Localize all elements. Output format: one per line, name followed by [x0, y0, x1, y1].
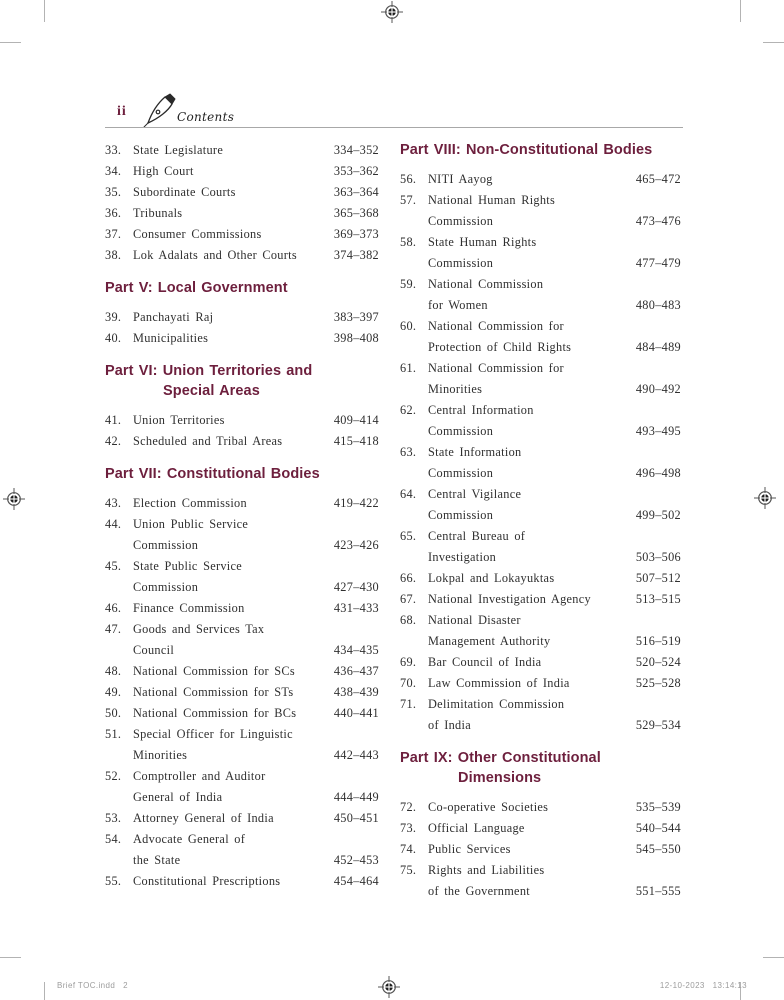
entry-pages: 499–502	[635, 508, 681, 522]
entry-number: 34.	[105, 164, 122, 178]
entry-title-line: National Commission	[428, 277, 544, 291]
crop-mark	[0, 42, 21, 43]
toc-entry	[105, 431, 379, 452]
entry-title-line: Commission	[428, 466, 494, 480]
entry-number: 58.	[400, 235, 417, 249]
entry-pages: 431–433	[333, 601, 379, 615]
part-heading	[400, 140, 681, 160]
entry-title-line: State Legislature	[133, 143, 224, 157]
part-heading	[105, 464, 379, 484]
entry-number: 67.	[400, 592, 417, 606]
part-heading	[400, 748, 681, 788]
entry-pages: 484–489	[635, 340, 681, 354]
entry-title	[428, 274, 632, 316]
entry-pages: 450–451	[333, 811, 379, 825]
toc-entry	[400, 169, 681, 190]
entry-title	[428, 526, 632, 568]
toc-entry	[105, 871, 379, 892]
entry-pages: 419–422	[333, 496, 379, 510]
part-heading-line: Part VI: Union Territories and	[105, 363, 313, 379]
toc-entry	[400, 839, 681, 860]
entry-number: 39.	[105, 310, 122, 324]
toc-entry	[105, 203, 379, 224]
crop-mark	[763, 957, 784, 958]
entry-title-line: National Commission for	[428, 319, 564, 333]
entry-number: 33.	[105, 143, 122, 157]
entry-title	[133, 619, 330, 661]
entry-title-line: National Commission for	[428, 361, 564, 375]
entry-title-line: Central Vigilance	[428, 487, 522, 501]
footer-filename: Brief TOC.indd 2	[57, 981, 128, 990]
entry-title-line: Management Authority	[428, 634, 551, 648]
entry-number: 75.	[400, 863, 417, 877]
entry-title-line: Investigation	[428, 550, 497, 564]
entry-title-line: Comptroller and Auditor	[133, 769, 266, 783]
entry-title	[428, 860, 632, 902]
toc-entry	[105, 514, 379, 556]
entry-title-line: Goods and Services Tax	[133, 622, 265, 636]
entry-title-line: Central Bureau of	[428, 529, 526, 543]
entry-title-line: Law Commission of India	[428, 676, 570, 690]
toc-entry	[400, 568, 681, 589]
entry-title-line: State Information	[428, 445, 522, 459]
toc-entry	[105, 307, 379, 328]
entry-pages: 409–414	[333, 413, 379, 427]
entry-title	[428, 589, 632, 610]
toc-column-right	[400, 140, 681, 902]
entry-title	[133, 245, 330, 266]
toc-entry	[105, 493, 379, 514]
registration-mark-icon	[378, 976, 400, 998]
entry-title-line: Commission	[133, 580, 199, 594]
entry-title-line: Official Language	[428, 821, 525, 835]
entry-title-line: Bar Council of India	[428, 655, 542, 669]
toc-entry	[400, 400, 681, 442]
entry-title	[133, 808, 330, 829]
entry-number: 69.	[400, 655, 417, 669]
entry-title	[133, 766, 330, 808]
entry-pages: 496–498	[635, 466, 681, 480]
entry-title-line: Lok Adalats and Other Courts	[133, 248, 297, 262]
entry-number: 51.	[105, 727, 122, 741]
entry-title	[428, 839, 632, 860]
entry-pages: 363–364	[333, 185, 379, 199]
entry-title-line: Special Officer for Linguistic	[133, 727, 293, 741]
entry-title-line: Subordinate Courts	[133, 185, 236, 199]
entry-title-line: Minorities	[133, 748, 188, 762]
entry-title-line: Commission	[133, 538, 199, 552]
toc-column-left	[105, 140, 379, 892]
entry-title	[428, 232, 632, 274]
pen-icon	[141, 92, 181, 128]
entry-title	[133, 410, 330, 431]
entry-title	[133, 307, 330, 328]
crop-mark	[44, 982, 45, 1000]
entry-title-line: Co-operative Societies	[428, 800, 549, 814]
entry-title-line: Consumer Commissions	[133, 227, 262, 241]
entry-number: 63.	[400, 445, 417, 459]
entry-pages: 529–534	[635, 718, 681, 732]
entry-number: 44.	[105, 517, 122, 531]
part-heading-line: Part V: Local Government	[105, 280, 288, 296]
entry-title-line: Election Commission	[133, 496, 247, 510]
entry-pages: 374–382	[333, 248, 379, 262]
entry-title	[133, 140, 330, 161]
entry-number: 55.	[105, 874, 122, 888]
entry-title-line: Tribunals	[133, 206, 183, 220]
entry-number: 64.	[400, 487, 417, 501]
entry-title-line: the State	[133, 853, 181, 867]
entry-pages: 513–515	[635, 592, 681, 606]
entry-number: 38.	[105, 248, 122, 262]
toc-entry	[400, 484, 681, 526]
entry-pages: 551–555	[635, 884, 681, 898]
entry-title	[133, 682, 330, 703]
entry-number: 36.	[105, 206, 122, 220]
entry-number: 57.	[400, 193, 417, 207]
entry-number: 56.	[400, 172, 417, 186]
entry-number: 45.	[105, 559, 122, 573]
toc-entry	[400, 589, 681, 610]
entry-title	[428, 400, 632, 442]
entry-title-line: Public Services	[428, 842, 511, 856]
entry-pages: 520–524	[635, 655, 681, 669]
part-heading	[105, 278, 379, 298]
entry-number: 35.	[105, 185, 122, 199]
crop-mark	[44, 0, 45, 22]
entry-pages: 493–495	[635, 424, 681, 438]
entry-title	[133, 703, 330, 724]
toc-entry	[105, 619, 379, 661]
entry-pages: 398–408	[333, 331, 379, 345]
entry-pages: 434–435	[333, 643, 379, 657]
toc-entry	[105, 140, 379, 161]
entry-number: 71.	[400, 697, 417, 711]
toc-entry	[105, 556, 379, 598]
entry-pages: 436–437	[333, 664, 379, 678]
entry-title	[133, 724, 330, 766]
entry-title-line: Rights and Liabilities	[428, 863, 545, 877]
entry-title-line: Commission	[428, 256, 494, 270]
entry-title-line: Minorities	[428, 382, 483, 396]
entry-title-line: Council	[133, 643, 175, 657]
entry-number: 61.	[400, 361, 417, 375]
part-heading-line: Part VIII: Non-Constitutional Bodies	[400, 142, 653, 158]
entry-title-line: National Commission for SCs	[133, 664, 296, 678]
entry-number: 68.	[400, 613, 417, 627]
entry-title	[133, 224, 330, 245]
entry-title	[133, 514, 330, 556]
part-heading	[105, 361, 379, 401]
entry-title	[428, 610, 632, 652]
entry-number: 62.	[400, 403, 417, 417]
entry-title-line: Commission	[428, 424, 494, 438]
part-heading-line: Part VII: Constitutional Bodies	[105, 466, 320, 482]
entry-title	[133, 829, 330, 871]
entry-title-line: State Human Rights	[428, 235, 537, 249]
entry-number: 48.	[105, 664, 122, 678]
entry-title	[133, 431, 330, 452]
page-folio: ii	[117, 104, 127, 119]
entry-title-line: State Public Service	[133, 559, 243, 573]
entry-number: 53.	[105, 811, 122, 825]
entry-title	[133, 493, 330, 514]
entry-pages: 490–492	[635, 382, 681, 396]
entry-pages: 507–512	[635, 571, 681, 585]
toc-entry	[105, 829, 379, 871]
toc-entry	[400, 673, 681, 694]
entry-title	[133, 182, 330, 203]
toc-entry	[400, 190, 681, 232]
entry-title-line: National Human Rights	[428, 193, 556, 207]
entry-pages: 516–519	[635, 634, 681, 648]
entry-title	[428, 818, 632, 839]
entry-pages: 415–418	[333, 434, 379, 448]
entry-title-line: Scheduled and Tribal Areas	[133, 434, 283, 448]
entry-pages: 477–479	[635, 256, 681, 270]
toc-entry	[400, 358, 681, 400]
entry-title	[133, 328, 330, 349]
entry-title-line: for Women	[428, 298, 488, 312]
header-title: Contents	[177, 110, 235, 124]
entry-pages: 444–449	[333, 790, 379, 804]
crop-mark	[763, 42, 784, 43]
footer-timestamp: 12-10-2023 13:14:13	[659, 981, 747, 990]
toc-entry	[105, 682, 379, 703]
entry-title	[133, 161, 330, 182]
entry-number: 43.	[105, 496, 122, 510]
toc-entry	[105, 661, 379, 682]
entry-pages: 503–506	[635, 550, 681, 564]
entry-title-line: National Investigation Agency	[428, 592, 591, 606]
toc-entry	[400, 526, 681, 568]
registration-mark-icon	[381, 1, 403, 23]
entry-title	[133, 556, 330, 598]
crop-mark	[0, 957, 21, 958]
entry-pages: 540–544	[635, 821, 681, 835]
entry-number: 49.	[105, 685, 122, 699]
entry-title-line: Commission	[428, 214, 494, 228]
entry-number: 74.	[400, 842, 417, 856]
toc-entry	[105, 598, 379, 619]
entry-number: 59.	[400, 277, 417, 291]
entry-title	[133, 598, 330, 619]
toc-entry	[105, 724, 379, 766]
entry-title-line: Advocate General of	[133, 832, 246, 846]
entry-title-line: Union Public Service	[133, 517, 249, 531]
part-heading-line: Special Areas	[163, 383, 260, 399]
header-rule	[105, 127, 683, 128]
entry-title	[133, 661, 330, 682]
toc-entry	[105, 703, 379, 724]
entry-title	[428, 652, 632, 673]
entry-pages: 442–443	[333, 748, 379, 762]
entry-pages: 465–472	[635, 172, 681, 186]
toc-entry	[105, 182, 379, 203]
entry-title-line: Finance Commission	[133, 601, 245, 615]
entry-title	[133, 203, 330, 224]
entry-pages: 334–352	[333, 143, 379, 157]
entry-number: 70.	[400, 676, 417, 690]
toc-entry	[400, 610, 681, 652]
toc-entry	[400, 442, 681, 484]
registration-mark-icon	[754, 487, 776, 509]
entry-pages: 383–397	[333, 310, 379, 324]
entry-title-line: Lokpal and Lokayuktas	[428, 571, 555, 585]
entry-title-line: Delimitation Commission	[428, 697, 565, 711]
toc-entry	[105, 245, 379, 266]
toc-entry	[400, 316, 681, 358]
toc-entry	[400, 860, 681, 902]
entry-number: 66.	[400, 571, 417, 585]
entry-title-line: National Commission for BCs	[133, 706, 297, 720]
entry-number: 46.	[105, 601, 122, 615]
entry-number: 73.	[400, 821, 417, 835]
entry-title-line: Attorney General of India	[133, 811, 274, 825]
entry-title-line: High Court	[133, 164, 194, 178]
toc-entry	[400, 818, 681, 839]
entry-number: 40.	[105, 331, 122, 345]
entry-number: 41.	[105, 413, 122, 427]
entry-pages: 427–430	[333, 580, 379, 594]
toc-entry	[400, 232, 681, 274]
entry-title	[428, 316, 632, 358]
toc-entry	[105, 161, 379, 182]
entry-title-line: of India	[428, 718, 471, 732]
entry-title	[428, 673, 632, 694]
entry-pages: 473–476	[635, 214, 681, 228]
entry-pages: 480–483	[635, 298, 681, 312]
entry-title-line: National Commission for STs	[133, 685, 294, 699]
crop-mark	[740, 0, 741, 22]
entry-number: 65.	[400, 529, 417, 543]
entry-title	[133, 871, 330, 892]
entry-number: 47.	[105, 622, 122, 636]
toc-entry	[400, 274, 681, 316]
entry-title	[428, 797, 632, 818]
toc-entry	[105, 328, 379, 349]
entry-pages: 365–368	[333, 206, 379, 220]
entry-pages: 353–362	[333, 164, 379, 178]
entry-title-line: of the Government	[428, 884, 530, 898]
registration-mark-icon	[3, 488, 25, 510]
entry-title-line: Commission	[428, 508, 494, 522]
entry-title-line: NITI Aayog	[428, 172, 493, 186]
entry-title-line: Protection of Child Rights	[428, 340, 572, 354]
entry-title	[428, 169, 632, 190]
entry-number: 52.	[105, 769, 122, 783]
toc-entry	[105, 224, 379, 245]
entry-title-line: General of India	[133, 790, 223, 804]
entry-title-line: National Disaster	[428, 613, 521, 627]
entry-number: 72.	[400, 800, 417, 814]
entry-pages: 535–539	[635, 800, 681, 814]
toc-entry	[400, 694, 681, 736]
toc-entry	[105, 410, 379, 431]
entry-number: 37.	[105, 227, 122, 241]
toc-entry	[105, 808, 379, 829]
entry-pages: 369–373	[333, 227, 379, 241]
entry-title	[428, 442, 632, 484]
entry-title-line: Constitutional Prescriptions	[133, 874, 281, 888]
entry-number: 42.	[105, 434, 122, 448]
entry-title-line: Panchayati Raj	[133, 310, 214, 324]
entry-pages: 454–464	[333, 874, 379, 888]
entry-number: 54.	[105, 832, 122, 846]
entry-title	[428, 190, 632, 232]
part-heading-line: Part IX: Other Constitutional	[400, 750, 601, 766]
entry-title	[428, 358, 632, 400]
entry-pages: 525–528	[635, 676, 681, 690]
entry-title	[428, 694, 632, 736]
entry-title-line: Municipalities	[133, 331, 209, 345]
entry-pages: 438–439	[333, 685, 379, 699]
entry-number: 50.	[105, 706, 122, 720]
entry-title	[428, 568, 632, 589]
entry-number: 60.	[400, 319, 417, 333]
entry-pages: 440–441	[333, 706, 379, 720]
toc-entry	[105, 766, 379, 808]
entry-pages: 452–453	[333, 853, 379, 867]
entry-title	[428, 484, 632, 526]
toc-entry	[400, 652, 681, 673]
entry-pages: 423–426	[333, 538, 379, 552]
toc-entry	[400, 797, 681, 818]
entry-title-line: Union Territories	[133, 413, 225, 427]
entry-pages: 545–550	[635, 842, 681, 856]
part-heading-line: Dimensions	[458, 770, 542, 786]
entry-title-line: Central Information	[428, 403, 534, 417]
